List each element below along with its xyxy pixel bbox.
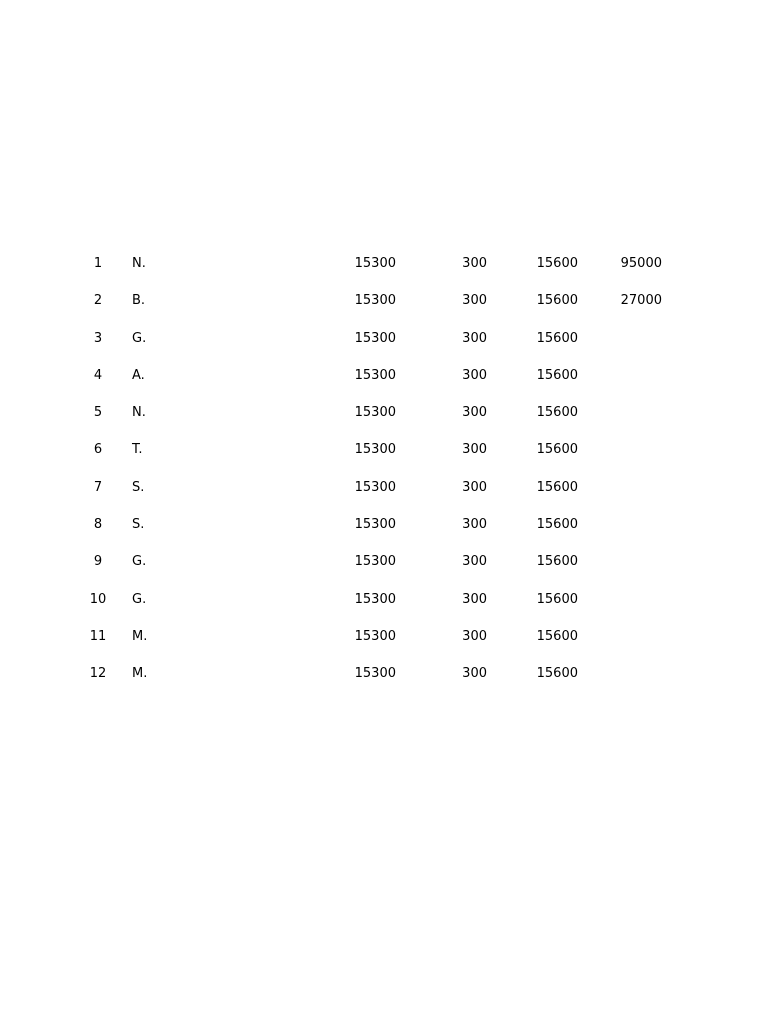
name-cell: A. (132, 367, 145, 383)
name-cell: N. (132, 256, 146, 271)
value-cell-3: 15600 (536, 293, 578, 309)
name-cell: S. (132, 479, 145, 495)
name-cell: G. (132, 330, 147, 346)
value-cell-3: 15600 (536, 330, 578, 346)
value-cell-2: 300 (462, 666, 487, 682)
value-cell-2: 300 (462, 628, 487, 644)
value-cell-1: 15300 (354, 666, 396, 682)
table-row (0, 399, 768, 436)
value-cell-1: 15300 (354, 479, 396, 495)
value-cell-2: 300 (462, 554, 487, 570)
value-cell-3: 15600 (536, 442, 578, 458)
value-cell-3: 15600 (536, 405, 578, 421)
value-cell-2: 300 (462, 367, 487, 383)
name-cell: G. (132, 554, 147, 570)
serial-number-cell: 9 (93, 554, 103, 570)
value-cell-3: 15600 (536, 591, 578, 607)
value-cell-3: 15600 (536, 554, 578, 570)
value-cell-1: 15300 (354, 591, 396, 607)
name-cell: B. (132, 293, 146, 309)
table-row (0, 287, 768, 324)
value-cell-3: 15600 (536, 479, 578, 495)
value-cell-2: 300 (462, 405, 487, 421)
table-row (0, 325, 768, 362)
serial-number-cell: 11 (89, 628, 107, 644)
serial-number-cell: 3 (93, 330, 103, 346)
table-row (0, 436, 768, 473)
value-cell-1: 15300 (354, 293, 396, 309)
table-row (0, 511, 768, 548)
value-cell-1: 15300 (354, 554, 396, 570)
name-cell: N. (132, 405, 146, 421)
value-cell-3: 15600 (536, 367, 578, 383)
serial-number-cell: 1 (93, 256, 103, 271)
table-row (0, 250, 768, 287)
value-cell-4: 27000 (620, 293, 662, 309)
serial-number-cell: 7 (93, 479, 103, 495)
name-cell: T. (132, 442, 143, 458)
name-cell: S. (132, 517, 145, 533)
serial-number-cell: 10 (89, 591, 107, 607)
table-row (0, 660, 768, 697)
value-cell-2: 300 (462, 517, 487, 533)
name-cell: M. (132, 666, 148, 682)
value-cell-1: 15300 (354, 405, 396, 421)
value-cell-2: 300 (462, 591, 487, 607)
serial-number-cell: 12 (89, 666, 107, 682)
value-cell-2: 300 (462, 442, 487, 458)
serial-number-cell: 5 (93, 405, 103, 421)
value-cell-3: 15600 (536, 256, 578, 271)
value-cell-3: 15600 (536, 628, 578, 644)
value-cell-2: 300 (462, 330, 487, 346)
table-body (0, 250, 768, 698)
table-row (0, 623, 768, 660)
value-cell-1: 15300 (354, 256, 396, 271)
table-row (0, 586, 768, 623)
value-cell-2: 300 (462, 479, 487, 495)
value-cell-3: 15600 (536, 666, 578, 682)
value-cell-2: 300 (462, 256, 487, 271)
value-cell-4: 95000 (620, 256, 662, 271)
value-cell-3: 15600 (536, 517, 578, 533)
serial-number-cell: 4 (93, 367, 103, 383)
value-cell-1: 15300 (354, 517, 396, 533)
name-cell: G. (132, 591, 147, 607)
table-row (0, 548, 768, 585)
serial-number-cell: 8 (93, 517, 103, 533)
table-row (0, 474, 768, 511)
value-cell-1: 15300 (354, 628, 396, 644)
table-row (0, 362, 768, 399)
value-cell-2: 300 (462, 293, 487, 309)
value-cell-1: 15300 (354, 442, 396, 458)
serial-number-cell: 6 (93, 442, 103, 458)
serial-number-cell: 2 (93, 293, 103, 309)
name-cell: M. (132, 628, 148, 644)
value-cell-1: 15300 (354, 330, 396, 346)
value-cell-1: 15300 (354, 367, 396, 383)
